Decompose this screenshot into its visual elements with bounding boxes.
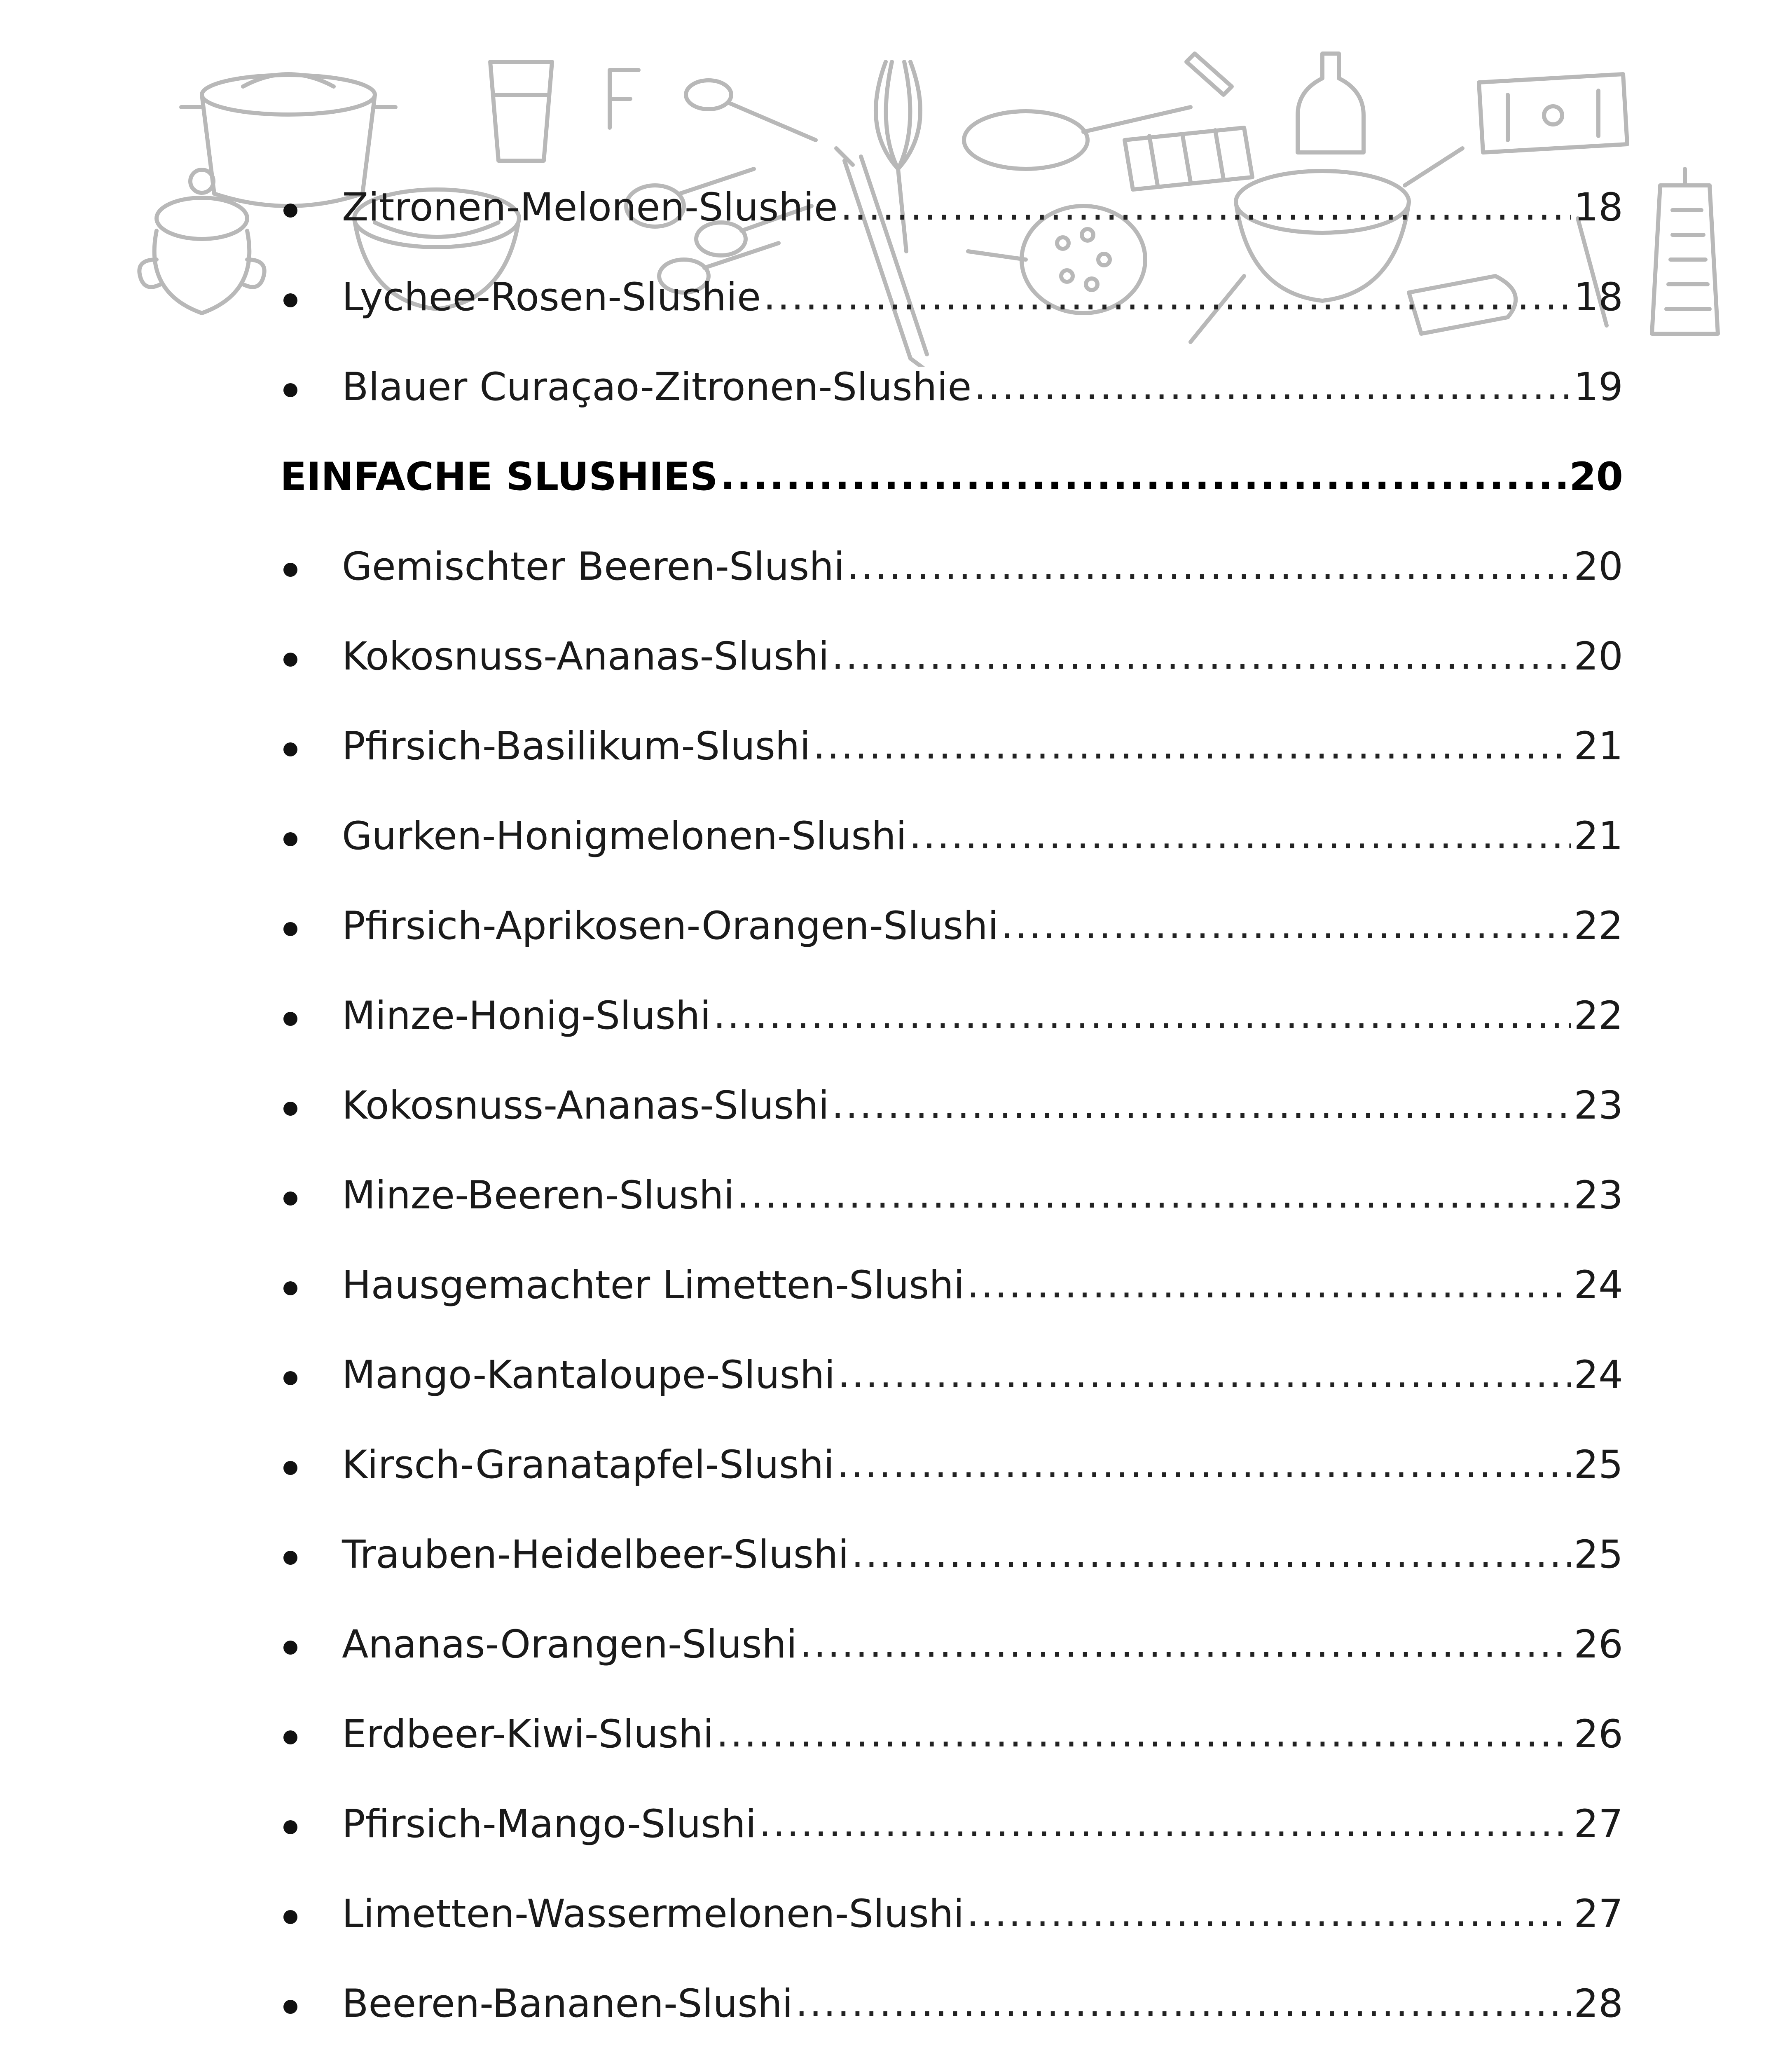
toc-page-number: 24 — [1574, 1263, 1623, 1308]
toc-page-number: 26 — [1574, 1622, 1623, 1667]
dot-leader — [840, 187, 1572, 253]
spoon-icon — [610, 70, 816, 140]
bullet-icon — [283, 922, 297, 936]
bullet-icon — [283, 204, 297, 218]
toc-entry[interactable] — [280, 1061, 1623, 1151]
toc-entry-title: Gemischter Beeren-Slushi — [342, 544, 845, 589]
bullet-icon — [283, 2000, 297, 2014]
bullet-icon — [283, 1641, 297, 1655]
dot-leader — [813, 726, 1572, 791]
toc-entry[interactable] — [280, 1959, 1623, 2049]
toc-page-number: 24 — [1574, 1353, 1623, 1398]
toc-entry[interactable] — [280, 881, 1623, 971]
dot-leader — [716, 1714, 1572, 1779]
dot-leader — [837, 1445, 1571, 1510]
toc-entry-title: Kokosnuss-Ananas-Slushi — [342, 1083, 829, 1128]
toc-entry[interactable] — [280, 1330, 1623, 1420]
dot-leader — [838, 1355, 1571, 1420]
toc-section-heading[interactable] — [280, 432, 1623, 522]
toc-entry[interactable] — [280, 971, 1623, 1061]
dot-leader — [737, 1175, 1572, 1241]
bullet-icon — [283, 293, 297, 307]
toc-page-number: 18 — [1574, 185, 1623, 230]
bullet-icon — [283, 1551, 297, 1565]
toc-entry[interactable] — [280, 1690, 1623, 1779]
bullet-icon — [283, 1820, 297, 1834]
toc-entry-title: Minze-Beeren-Slushi — [342, 1173, 735, 1218]
toc-page-number: 19 — [1574, 365, 1623, 410]
toc-entry-title: Erdbeer-Kiwi-Slushi — [342, 1712, 714, 1757]
toc-entry[interactable] — [280, 612, 1623, 702]
dot-leader — [795, 1984, 1571, 2049]
toc-page-number: 27 — [1574, 1891, 1623, 1936]
toc-entry[interactable] — [280, 1869, 1623, 1959]
toc-entry-title: Beeren-Bananen-Slushi — [342, 1981, 793, 2026]
bullet-icon — [283, 742, 297, 756]
toc-page-number: 25 — [1574, 1442, 1623, 1487]
toc-page-number: 18 — [1574, 275, 1623, 320]
bullet-icon — [283, 1012, 297, 1026]
bullet-icon — [283, 1730, 297, 1744]
toc-entry[interactable] — [280, 1241, 1623, 1330]
toc-entry[interactable] — [280, 702, 1623, 791]
toc-page-number: 23 — [1574, 1173, 1623, 1218]
toc-page-number: 22 — [1574, 904, 1623, 948]
bullet-icon — [283, 1281, 297, 1295]
toc-page-number: 20 — [1569, 454, 1623, 499]
bullet-icon — [283, 1371, 297, 1385]
dot-leader — [852, 1535, 1572, 1600]
toc-entry[interactable] — [280, 1779, 1623, 1869]
toc-entry-title: Gurken-Honigmelonen-Slushi — [342, 814, 907, 859]
toc-page-number: 20 — [1574, 544, 1623, 589]
cake-tin-icon — [1479, 74, 1627, 152]
toc-entry-title: Blauer Curaçao-Zitronen-Slushie — [342, 365, 972, 410]
bullet-icon — [283, 1461, 297, 1475]
toc-entry[interactable] — [280, 1151, 1623, 1241]
glass-icon — [490, 62, 552, 161]
toc-entry[interactable] — [280, 791, 1623, 881]
bullet-icon — [283, 1192, 297, 1206]
toc-entry-title: Kokosnuss-Ananas-Slushi — [342, 634, 829, 679]
toc-entry[interactable] — [280, 1510, 1623, 1600]
toc-entry-title: Kirsch-Granatapfel-Slushi — [342, 1442, 835, 1487]
toc-page-number: 20 — [1574, 634, 1623, 679]
toc-entry[interactable] — [280, 253, 1623, 342]
bullet-icon — [283, 383, 297, 397]
toc-page-number: 21 — [1574, 724, 1623, 769]
sugar-bowl-icon — [139, 170, 264, 313]
toc-entry[interactable] — [280, 1420, 1623, 1510]
toc-page-number: 28 — [1574, 1981, 1623, 2026]
toc-entry-title: Minze-Honig-Slushi — [342, 993, 711, 1038]
toc-page-number: 25 — [1574, 1532, 1623, 1577]
toc-entry[interactable] — [280, 1600, 1623, 1690]
bullet-icon — [283, 1102, 297, 1116]
toc-entry-title: Limetten-Wassermelonen-Slushi — [342, 1891, 964, 1936]
dot-leader — [847, 547, 1571, 612]
dot-leader — [759, 1804, 1571, 1869]
toc-page-number: 21 — [1574, 814, 1623, 859]
bullet-icon — [283, 563, 297, 577]
bullet-icon — [283, 1910, 297, 1924]
toc-entry-title: Zitronen-Melonen-Slushie — [342, 185, 838, 230]
toc-entry[interactable] — [280, 2049, 1623, 2060]
dot-leader — [967, 1265, 1571, 1330]
toc-entry-title: Hausgemachter Limetten-Slushi — [342, 1263, 964, 1308]
toc-entry-title: Lychee-Rosen-Slushie — [342, 275, 761, 320]
dot-leader — [1001, 906, 1572, 971]
toc-entry-title: Pfirsich-Basilikum-Slushi — [342, 724, 811, 769]
dot-leader — [800, 1625, 1571, 1690]
toc-entry-title: Ananas-Orangen-Slushi — [342, 1622, 798, 1667]
toc-entry-title: EINFACHE SLUSHIES — [280, 454, 718, 499]
dot-leader — [713, 996, 1571, 1061]
toc-entry-title: Pfirsich-Mango-Slushi — [342, 1802, 756, 1847]
table-of-contents — [280, 163, 1623, 2060]
toc-page-number: 22 — [1574, 993, 1623, 1038]
toc-entry[interactable] — [280, 342, 1623, 432]
toc-entry[interactable] — [280, 522, 1623, 612]
dot-leader — [966, 1894, 1571, 1959]
dot-leader — [763, 277, 1571, 342]
bullet-icon — [283, 653, 297, 667]
toc-entry-title: Mango-Kantaloupe-Slushi — [342, 1353, 835, 1398]
dot-leader — [832, 637, 1572, 702]
toc-entry[interactable] — [280, 163, 1623, 253]
bullet-icon — [283, 832, 297, 846]
dot-leader — [832, 1086, 1572, 1151]
dot-leader — [909, 816, 1571, 881]
toc-page-number: 27 — [1574, 1802, 1623, 1847]
bottle-icon — [1298, 54, 1364, 152]
toc-entry-title: Pfirsich-Aprikosen-Orangen-Slushi — [342, 904, 999, 948]
toc-entry-title: Trauben-Heidelbeer-Slushi — [342, 1532, 849, 1577]
dot-leader — [720, 457, 1567, 522]
toc-page-number: 26 — [1574, 1712, 1623, 1757]
toc-page-number: 23 — [1574, 1083, 1623, 1128]
dot-leader — [974, 367, 1571, 432]
